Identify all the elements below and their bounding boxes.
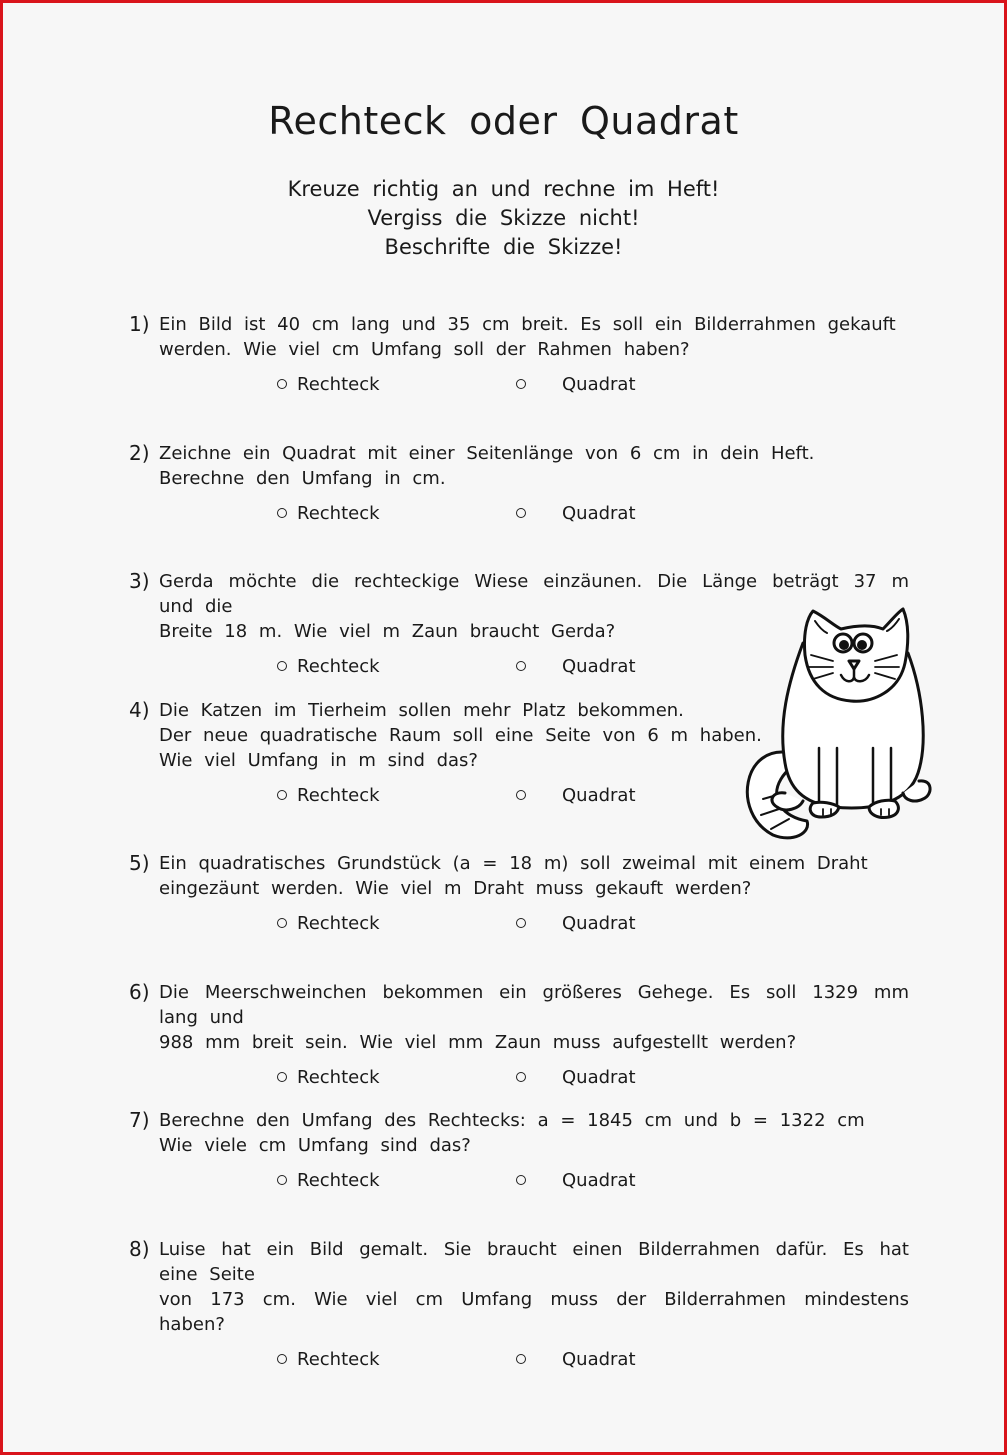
checkbox-circle-icon[interactable] xyxy=(516,1354,526,1364)
checkbox-circle-icon[interactable] xyxy=(516,918,526,928)
checkbox-circle-icon[interactable] xyxy=(277,1175,287,1185)
task-line: eingezäunt werden. Wie viel m Draht muss gekauft werden? xyxy=(159,878,752,899)
task-line: werden. Wie viel cm Umfang soll der Rahmen haben? xyxy=(159,339,690,360)
task-line: Ein quadratisches Grundstück (a = 18 m) soll zweimal mit einem Draht xyxy=(159,853,868,874)
task-line: Ein Bild ist 40 cm lang und 35 cm breit. Es soll ein Bilderrahmen gekauft xyxy=(159,314,896,335)
option-quadrat[interactable] xyxy=(516,503,636,524)
option-rechteck[interactable] xyxy=(277,785,380,806)
checkbox-circle-icon[interactable] xyxy=(516,508,526,518)
checkbox-circle-icon[interactable] xyxy=(516,1175,526,1185)
task-text xyxy=(129,1108,909,1158)
task-line: von 173 cm. Wie viel cm Umfang muss der Bilderrahmen mindestens haben? xyxy=(159,1289,909,1335)
answer-options xyxy=(129,1067,909,1093)
task-5 xyxy=(129,851,909,939)
instruction-line: Kreuze richtig an und rechne im Heft! xyxy=(287,177,720,201)
task-number: 1) xyxy=(129,312,150,336)
task-line: Luise hat ein Bild gemalt. Sie braucht einen Bilderrahmen dafür. Es hat eine Seite xyxy=(159,1239,909,1285)
task-number: 8) xyxy=(129,1237,150,1261)
task-number: 6) xyxy=(129,980,150,1004)
checkbox-circle-icon[interactable] xyxy=(277,661,287,671)
checkbox-circle-icon[interactable] xyxy=(277,1354,287,1364)
option-quadrat[interactable] xyxy=(516,1349,636,1370)
option-label: Quadrat xyxy=(562,1067,636,1088)
instruction-line: Beschrifte die Skizze! xyxy=(384,235,623,259)
option-label: Quadrat xyxy=(562,374,636,395)
task-text xyxy=(129,851,909,901)
option-rechteck[interactable] xyxy=(277,1067,380,1088)
option-label: Rechteck xyxy=(297,503,380,524)
task-text xyxy=(129,441,909,491)
option-label: Rechteck xyxy=(297,1170,380,1191)
option-label: Quadrat xyxy=(562,1349,636,1370)
checkbox-circle-icon[interactable] xyxy=(277,790,287,800)
option-label: Quadrat xyxy=(562,785,636,806)
checkbox-circle-icon[interactable] xyxy=(516,790,526,800)
option-rechteck[interactable] xyxy=(277,1170,380,1191)
checkbox-circle-icon[interactable] xyxy=(277,918,287,928)
task-number: 4) xyxy=(129,698,150,722)
task-line: Wie viele cm Umfang sind das? xyxy=(159,1135,471,1156)
option-label: Quadrat xyxy=(562,1170,636,1191)
task-number: 3) xyxy=(129,569,150,593)
instruction-line: Vergiss die Skizze nicht! xyxy=(367,206,640,230)
cat-illustration-icon xyxy=(733,603,933,848)
option-label: Quadrat xyxy=(562,503,636,524)
answer-options xyxy=(129,1349,909,1375)
task-line: Breite 18 m. Wie viel m Zaun braucht Gerda? xyxy=(159,621,616,642)
option-label: Rechteck xyxy=(297,1067,380,1088)
task-1 xyxy=(129,312,909,400)
option-quadrat[interactable] xyxy=(516,913,636,934)
option-label: Rechteck xyxy=(297,1349,380,1370)
answer-options xyxy=(129,374,909,400)
task-line: Die Katzen im Tierheim sollen mehr Platz bekommen. xyxy=(159,700,684,721)
answer-options xyxy=(129,1170,909,1196)
checkbox-circle-icon[interactable] xyxy=(277,379,287,389)
option-label: Quadrat xyxy=(562,656,636,677)
option-rechteck[interactable] xyxy=(277,913,380,934)
option-rechteck[interactable] xyxy=(277,503,380,524)
option-label: Quadrat xyxy=(562,913,636,934)
page-title: Rechteck oder Quadrat xyxy=(268,99,739,143)
task-line: 988 mm breit sein. Wie viel mm Zaun muss aufgestellt werden? xyxy=(159,1032,797,1053)
task-line: Wie viel Umfang in m sind das? xyxy=(159,750,478,771)
task-7 xyxy=(129,1108,909,1196)
task-number: 5) xyxy=(129,851,150,875)
option-quadrat[interactable] xyxy=(516,374,636,395)
option-rechteck[interactable] xyxy=(277,656,380,677)
task-number: 7) xyxy=(129,1108,150,1132)
task-line: Gerda möchte die rechteckige Wiese einzäunen. Die Länge beträgt 37 m und die xyxy=(159,571,909,617)
checkbox-circle-icon[interactable] xyxy=(277,508,287,518)
option-label: Rechteck xyxy=(297,656,380,677)
checkbox-circle-icon[interactable] xyxy=(277,1072,287,1082)
task-number: 2) xyxy=(129,441,150,465)
checkbox-circle-icon[interactable] xyxy=(516,661,526,671)
checkbox-circle-icon[interactable] xyxy=(516,1072,526,1082)
option-quadrat[interactable] xyxy=(516,1067,636,1088)
option-label: Rechteck xyxy=(297,913,380,934)
answer-options xyxy=(129,503,909,529)
task-text xyxy=(129,980,909,1055)
option-label: Rechteck xyxy=(297,374,380,395)
instructions xyxy=(3,175,1004,262)
option-rechteck[interactable] xyxy=(277,374,380,395)
task-text xyxy=(129,312,909,362)
task-line: Zeichne ein Quadrat mit einer Seitenlänge von 6 cm in dein Heft. xyxy=(159,443,815,464)
task-8 xyxy=(129,1237,909,1375)
option-quadrat[interactable] xyxy=(516,1170,636,1191)
option-quadrat[interactable] xyxy=(516,656,636,677)
answer-options xyxy=(129,913,909,939)
task-line: Der neue quadratische Raum soll eine Seite von 6 m haben. xyxy=(159,725,762,746)
option-quadrat[interactable] xyxy=(516,785,636,806)
task-2 xyxy=(129,441,909,529)
task-line: Berechne den Umfang des Rechtecks: a = 1845 cm und b = 1322 cm xyxy=(159,1110,865,1131)
option-label: Rechteck xyxy=(297,785,380,806)
task-6 xyxy=(129,980,909,1093)
checkbox-circle-icon[interactable] xyxy=(516,379,526,389)
task-text xyxy=(129,1237,909,1337)
task-line: Berechne den Umfang in cm. xyxy=(159,468,446,489)
option-rechteck[interactable] xyxy=(277,1349,380,1370)
task-line: Die Meerschweinchen bekommen ein größeres Gehege. Es soll 1329 mm lang und xyxy=(159,982,909,1028)
